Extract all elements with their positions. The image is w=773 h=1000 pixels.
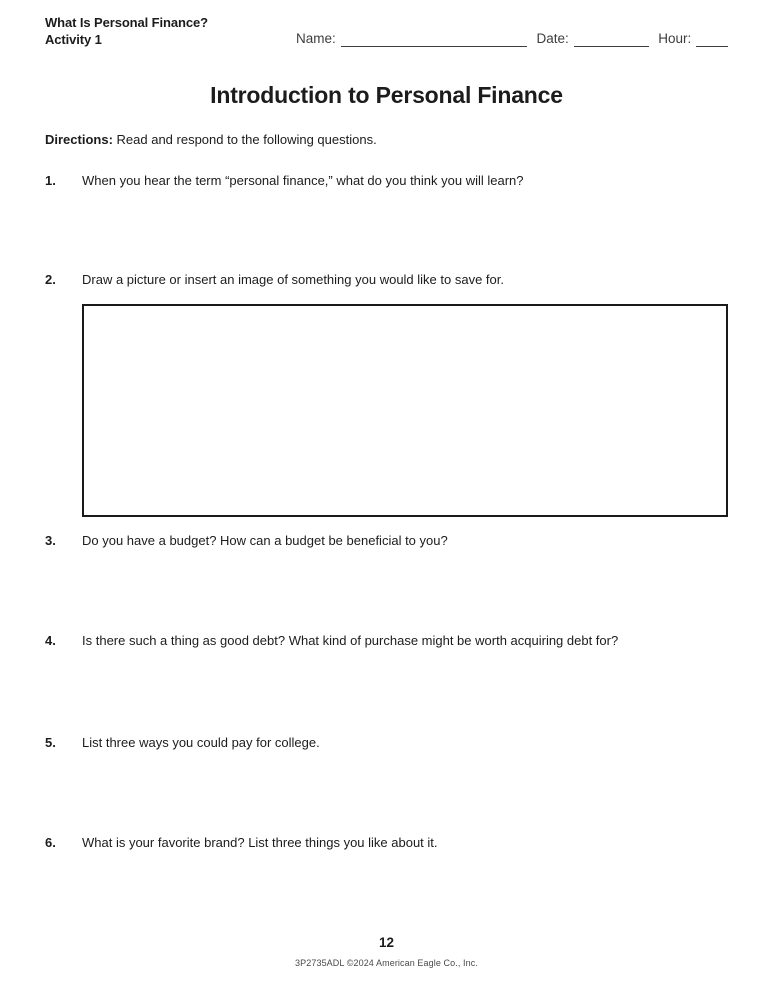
question-text: Draw a picture or insert an image of something you would like to save for. [82,272,504,287]
hour-label: Hour: [658,31,692,46]
question-5 [45,735,730,750]
name-blank-line [341,31,528,47]
page-number: 12 [378,935,395,950]
date-blank-line [574,31,649,47]
question-text: When you hear the term “personal finance,” what do you think you will learn? [82,173,524,188]
question-6 [45,835,730,850]
question-text: Do you have a budget? How can a budget be beneficial to you? [82,533,448,548]
page-title: Introduction to Personal Finance [210,82,563,108]
directions-text: Read and respond to the following questions. [112,132,377,147]
drawing-box [82,304,728,517]
copyright-line: 3P2735ADL ©2024 American Eagle Co., Inc. [295,958,478,968]
question-2 [45,272,730,287]
question-text: List three ways you could pay for college. [82,735,320,750]
directions [45,132,377,147]
student-info-row [296,31,728,47]
name-label: Name: [296,31,336,46]
question-text: What is your favorite brand? List three things you like about it. [82,835,438,850]
activity-label: Activity 1 [45,32,102,47]
directions-label: Directions: [45,132,113,147]
question-3 [45,533,730,548]
question-number: 1. [45,173,56,188]
unit-title: What Is Personal Finance? [45,15,208,30]
hour-blank-line [696,31,728,47]
date-label: Date: [536,31,569,46]
question-number: 5. [45,735,56,750]
question-4 [45,633,730,648]
question-1 [45,173,730,188]
question-text: Is there such a thing as good debt? What kind of purchase might be worth acquiring debt for? [82,633,619,648]
question-number: 2. [45,272,56,287]
header-left [45,14,208,48]
question-number: 4. [45,633,56,648]
question-number: 6. [45,835,56,850]
question-number: 3. [45,533,56,548]
